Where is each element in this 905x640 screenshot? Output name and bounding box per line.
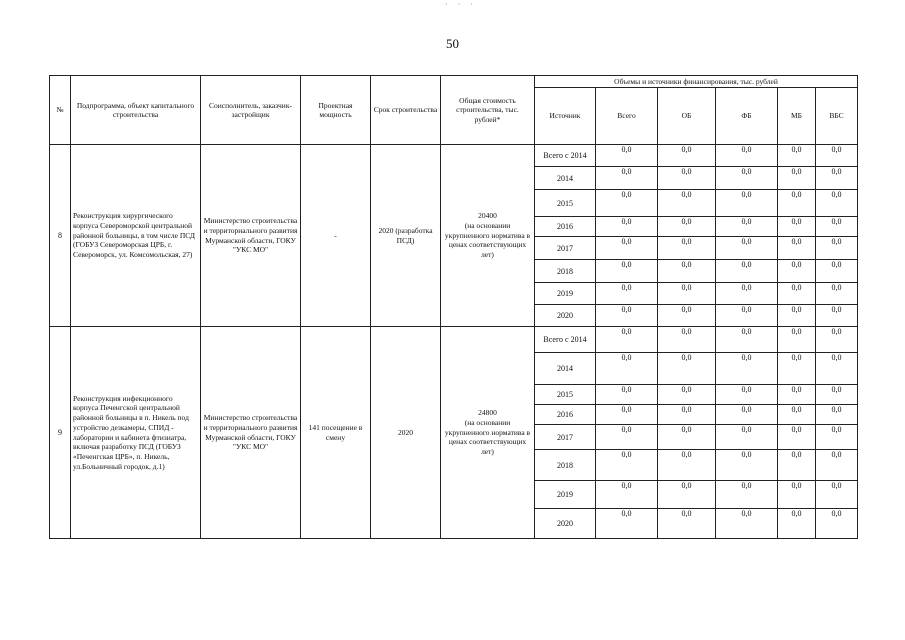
funding-ob-value: 0,0 [658, 217, 716, 237]
funding-fb-value: 0,0 [716, 283, 778, 305]
funding-source: 2018 [535, 260, 596, 283]
header-funding-group: Объемы и источники финансирования, тыс. рублей [535, 76, 858, 88]
funding-ob-value: 0,0 [658, 260, 716, 283]
funding-ob-value: 0,0 [658, 145, 716, 167]
object-name: Реконструкция хирургического корпуса Североморской центральной районной больницы, в том числе ПСД (ГОБУЗ Североморская ЦРБ, г. Североморск, ул. Комсомольская, 27) [71, 145, 201, 327]
funding-fb-value: 0,0 [716, 353, 778, 385]
funding-vbs-value: 0,0 [816, 425, 858, 450]
funding-total-value: 0,0 [596, 481, 658, 509]
funding-vbs-value: 0,0 [816, 509, 858, 539]
header-source: Источник [535, 88, 596, 145]
funding-total-value: 0,0 [596, 237, 658, 260]
funding-ob-value: 0,0 [658, 425, 716, 450]
funding-source: 2017 [535, 425, 596, 450]
total-cost-note: (на основании укрупненного норматива в ценах соответствующих лет) [444, 417, 531, 457]
project-capacity: 141 посещение в смену [301, 327, 371, 539]
funding-vbs-value: 0,0 [816, 217, 858, 237]
funding-vbs-value: 0,0 [816, 260, 858, 283]
funding-mb-value: 0,0 [778, 190, 816, 217]
funding-total-value: 0,0 [596, 305, 658, 327]
funding-mb-value: 0,0 [778, 509, 816, 539]
header-mb: МБ [778, 88, 816, 145]
page-number: 50 [446, 36, 459, 51]
construction-term: 2020 (разработка ПСД) [371, 145, 441, 327]
funding-fb-value: 0,0 [716, 237, 778, 260]
funding-source: Всего с 2014 [535, 327, 596, 353]
object-name: Реконструкция инфекционного корпуса Печенгской центральной районной больницы в п. Никель под устройство дезкамеры, СПИД - лаборатории и кабинета фтизиатра, включая разработку ПСД (ГОБУЗ «Печенгская ЦРБ», п. Никель, ул.Больничный городок, д.1) [71, 327, 201, 539]
funding-ob-value: 0,0 [658, 509, 716, 539]
funding-total-value: 0,0 [596, 385, 658, 405]
funding-mb-value: 0,0 [778, 425, 816, 450]
funding-total-value: 0,0 [596, 167, 658, 190]
funding-source: 2020 [535, 305, 596, 327]
funding-ob-value: 0,0 [658, 237, 716, 260]
funding-ob-value: 0,0 [658, 405, 716, 425]
funding-source: Всего с 2014 [535, 145, 596, 167]
total-cost-cell [441, 145, 535, 327]
funding-mb-value: 0,0 [778, 327, 816, 353]
funding-total-value: 0,0 [596, 145, 658, 167]
funding-fb-value: 0,0 [716, 217, 778, 237]
funding-fb-value: 0,0 [716, 305, 778, 327]
funding-fb-value: 0,0 [716, 385, 778, 405]
funding-total-value: 0,0 [596, 425, 658, 450]
funding-ob-value: 0,0 [658, 167, 716, 190]
funding-source: 2020 [535, 509, 596, 539]
executor-name: Министерство строительства и территориального развития Мурманской области, ГОКУ "УКС МО" [201, 327, 301, 539]
funding-mb-value: 0,0 [778, 260, 816, 283]
funding-mb-value: 0,0 [778, 481, 816, 509]
header-executor: Соисполнитель, заказчик-застройщик [201, 76, 301, 145]
funding-total-value: 0,0 [596, 353, 658, 385]
funding-mb-value: 0,0 [778, 217, 816, 237]
funding-vbs-value: 0,0 [816, 145, 858, 167]
funding-total-value: 0,0 [596, 217, 658, 237]
funding-fb-value: 0,0 [716, 327, 778, 353]
funding-total-value: 0,0 [596, 405, 658, 425]
header-term: Срок строительства [371, 76, 441, 145]
funding-source: 2019 [535, 283, 596, 305]
funding-fb-value: 0,0 [716, 145, 778, 167]
funding-mb-value: 0,0 [778, 353, 816, 385]
table-body [50, 145, 858, 539]
funding-vbs-value: 0,0 [816, 190, 858, 217]
funding-ob-value: 0,0 [658, 283, 716, 305]
funding-mb-value: 0,0 [778, 145, 816, 167]
header-cost: Общая стоимость строительства, тыс. рублей* [441, 76, 535, 145]
header-ob: ОБ [658, 88, 716, 145]
header-vbs: ВБС [816, 88, 858, 145]
funding-vbs-value: 0,0 [816, 237, 858, 260]
funding-mb-value: 0,0 [778, 283, 816, 305]
row-number: 8 [50, 145, 71, 327]
funding-vbs-value: 0,0 [816, 353, 858, 385]
funding-ob-value: 0,0 [658, 190, 716, 217]
funding-fb-value: 0,0 [716, 450, 778, 481]
funding-vbs-value: 0,0 [816, 327, 858, 353]
construction-term: 2020 [371, 327, 441, 539]
funding-fb-value: 0,0 [716, 509, 778, 539]
header-num: № [50, 76, 71, 145]
funding-vbs-value: 0,0 [816, 385, 858, 405]
funding-total-value: 0,0 [596, 509, 658, 539]
funding-total-value: 0,0 [596, 260, 658, 283]
funding-ob-value: 0,0 [658, 353, 716, 385]
funding-source: 2016 [535, 405, 596, 425]
funding-source: 2015 [535, 385, 596, 405]
executor-name: Министерство строительства и территориального развития Мурманской области, ГОКУ "УКС МО" [201, 145, 301, 327]
table-row [50, 327, 858, 353]
project-capacity: - [301, 145, 371, 327]
funding-table [49, 75, 858, 539]
funding-ob-value: 0,0 [658, 327, 716, 353]
funding-ob-value: 0,0 [658, 385, 716, 405]
funding-vbs-value: 0,0 [816, 305, 858, 327]
funding-total-value: 0,0 [596, 190, 658, 217]
funding-vbs-value: 0,0 [816, 167, 858, 190]
funding-fb-value: 0,0 [716, 260, 778, 283]
total-cost-cell [441, 327, 535, 539]
funding-mb-value: 0,0 [778, 167, 816, 190]
funding-source: 2017 [535, 237, 596, 260]
scan-artifact-dots: · · · [445, 0, 477, 9]
funding-source: 2018 [535, 450, 596, 481]
row-number: 9 [50, 327, 71, 539]
funding-source: 2014 [535, 167, 596, 190]
funding-vbs-value: 0,0 [816, 405, 858, 425]
header-total: Всего [596, 88, 658, 145]
funding-fb-value: 0,0 [716, 425, 778, 450]
funding-mb-value: 0,0 [778, 450, 816, 481]
funding-total-value: 0,0 [596, 450, 658, 481]
funding-total-value: 0,0 [596, 283, 658, 305]
header-capacity: Проектная мощность [301, 76, 371, 145]
total-cost-value: 20400 [478, 211, 497, 221]
funding-source: 2014 [535, 353, 596, 385]
funding-fb-value: 0,0 [716, 405, 778, 425]
funding-ob-value: 0,0 [658, 305, 716, 327]
funding-source: 2016 [535, 217, 596, 237]
funding-fb-value: 0,0 [716, 481, 778, 509]
funding-fb-value: 0,0 [716, 167, 778, 190]
funding-total-value: 0,0 [596, 327, 658, 353]
funding-fb-value: 0,0 [716, 190, 778, 217]
funding-mb-value: 0,0 [778, 385, 816, 405]
header-fb: ФБ [716, 88, 778, 145]
funding-vbs-value: 0,0 [816, 481, 858, 509]
funding-ob-value: 0,0 [658, 450, 716, 481]
total-cost-value: 24800 [478, 408, 497, 418]
funding-source: 2015 [535, 190, 596, 217]
funding-ob-value: 0,0 [658, 481, 716, 509]
total-cost-note: (на основании укрупненного норматива в ценах соответствующих лет) [444, 220, 531, 260]
funding-mb-value: 0,0 [778, 405, 816, 425]
funding-vbs-value: 0,0 [816, 450, 858, 481]
funding-mb-value: 0,0 [778, 237, 816, 260]
header-program: Подпрограмма, объект капитального строительства [71, 76, 201, 145]
funding-vbs-value: 0,0 [816, 283, 858, 305]
table-row [50, 145, 858, 167]
funding-source: 2019 [535, 481, 596, 509]
funding-mb-value: 0,0 [778, 305, 816, 327]
